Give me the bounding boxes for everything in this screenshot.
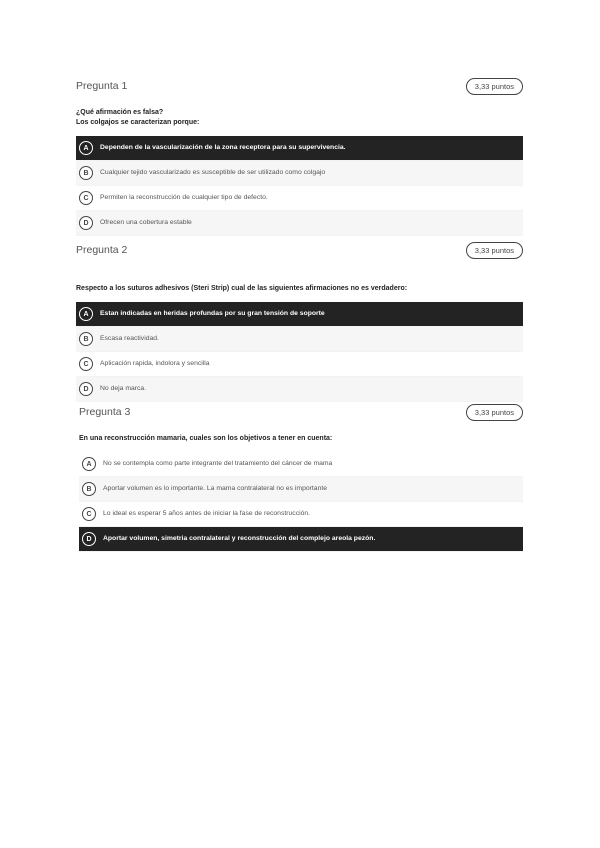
option-text: No deja marca. bbox=[100, 385, 147, 392]
question-text-line: ¿Qué afirmación es falsa? bbox=[76, 109, 164, 116]
answer-option-d[interactable] bbox=[76, 211, 523, 236]
points-badge: 3,33 puntos bbox=[466, 78, 523, 95]
question-header bbox=[76, 242, 523, 264]
option-text: Aportar volumen es lo importante. La mama contralateral no es importante bbox=[103, 485, 328, 492]
question-text-line: En una reconstrucción mamaria, cuales son los objetivos a tener en cuenta: bbox=[79, 435, 333, 442]
option-text: Estan indicadas en heridas profundas por su gran tensión de soporte bbox=[100, 310, 325, 317]
answer-option-a[interactable] bbox=[76, 302, 523, 327]
option-letter-icon: A bbox=[79, 141, 93, 155]
question-text bbox=[76, 284, 407, 294]
option-letter-icon: C bbox=[79, 357, 93, 371]
option-text: Permiten la reconstrucción de cualquier tipo de defecto. bbox=[100, 194, 268, 201]
question-text bbox=[76, 108, 199, 128]
option-letter-icon: D bbox=[79, 382, 93, 396]
question-header bbox=[79, 404, 523, 426]
question-3 bbox=[79, 404, 523, 543]
question-text bbox=[79, 434, 332, 444]
option-letter-icon: C bbox=[79, 191, 93, 205]
option-letter-icon: D bbox=[82, 532, 96, 546]
answer-options bbox=[76, 136, 523, 236]
question-text-line: Los colgajos se caracterizan porque: bbox=[76, 119, 200, 126]
question-1 bbox=[76, 78, 523, 227]
answer-option-a[interactable] bbox=[76, 136, 523, 161]
answer-options bbox=[76, 302, 523, 402]
option-letter-icon: B bbox=[79, 332, 93, 346]
points-badge: 3,33 puntos bbox=[466, 242, 523, 259]
option-text: Lo ideal es esperar 5 años antes de iniciar la fase de reconstrucción. bbox=[103, 510, 311, 517]
question-text-line: Respecto a los suturos adhesivos (Steri Strip) cual de las siguientes afirmaciones no es verdadero: bbox=[76, 285, 408, 292]
answer-option-b[interactable] bbox=[76, 161, 523, 186]
question-title: Pregunta 2 bbox=[76, 244, 128, 256]
answer-option-c[interactable] bbox=[79, 502, 523, 527]
answer-options bbox=[79, 452, 523, 552]
answer-option-b[interactable] bbox=[76, 327, 523, 352]
option-text: Dependen de la vascularización de la zona receptora para su supervivencia. bbox=[100, 144, 346, 151]
option-letter-icon: D bbox=[79, 216, 93, 230]
question-2 bbox=[76, 242, 523, 393]
answer-option-c[interactable] bbox=[76, 352, 523, 377]
points-badge: 3,33 puntos bbox=[466, 404, 523, 421]
option-text: Ofrecen una cobertura estable bbox=[100, 219, 192, 226]
answer-option-b[interactable] bbox=[79, 477, 523, 502]
option-letter-icon: C bbox=[82, 507, 96, 521]
question-title: Pregunta 3 bbox=[79, 406, 131, 418]
option-text: No se contempla como parte integrante del tratamiento del cáncer de mama bbox=[103, 460, 333, 467]
answer-option-d[interactable] bbox=[79, 527, 523, 552]
option-letter-icon: A bbox=[82, 457, 96, 471]
answer-option-c[interactable] bbox=[76, 186, 523, 211]
answer-option-d[interactable] bbox=[76, 377, 523, 402]
option-text: Escasa reactividad. bbox=[100, 335, 159, 342]
option-text: Aplicación rapida, indolora y sencilla bbox=[100, 360, 210, 367]
option-text: Aportar volumen, simetria contralateral y reconstrucción del complejo areola pezón. bbox=[103, 535, 376, 542]
option-letter-icon: B bbox=[79, 166, 93, 180]
option-letter-icon: B bbox=[82, 482, 96, 496]
question-header bbox=[76, 78, 523, 100]
answer-option-a[interactable] bbox=[79, 452, 523, 477]
option-text: Cualquier tejido vascularizado es susceptible de ser utilizado como colgajo bbox=[100, 169, 326, 176]
option-letter-icon: A bbox=[79, 307, 93, 321]
question-title: Pregunta 1 bbox=[76, 80, 128, 92]
